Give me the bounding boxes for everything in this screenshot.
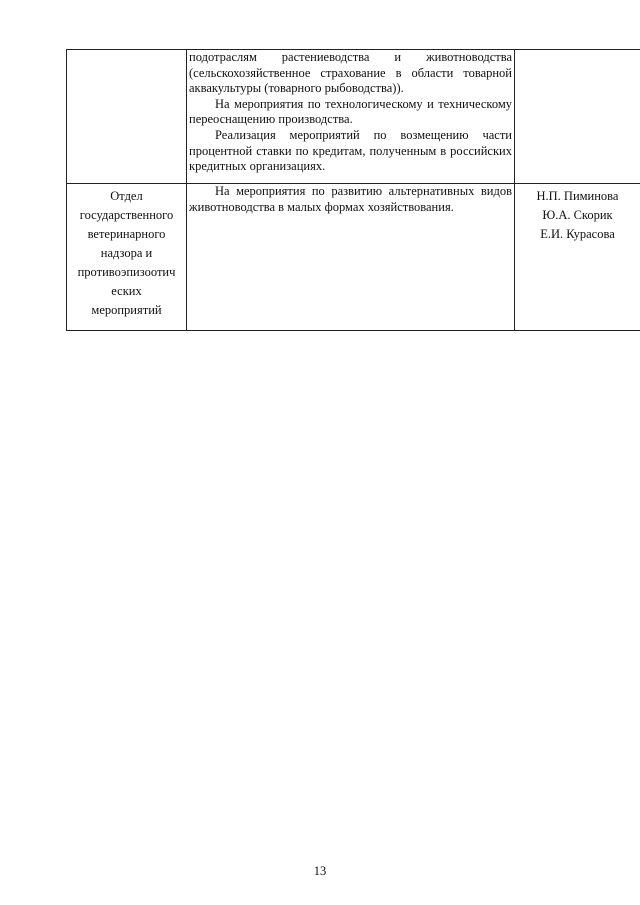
responsible-person: Е.И. Курасова — [540, 227, 615, 241]
department-cell — [67, 184, 187, 331]
page-number: 13 — [313, 864, 327, 878]
table-row — [67, 184, 640, 331]
measures-cell — [187, 184, 515, 331]
department-line: мероприятий — [91, 303, 162, 317]
measure-paragraph: Реализация мероприятий по возмещению части процентной ставки по кредитам, полученным в российских кредитных организациях. — [189, 127, 512, 174]
department-line: Отдел — [110, 189, 143, 203]
measure-paragraph: На мероприятия по развитию альтернативных видов животноводства в малых формах хозяйствования. — [189, 184, 512, 214]
department-line: еских — [111, 284, 142, 298]
responsible-person: Н.П. Пиминова — [536, 189, 619, 203]
measure-paragraph: На мероприятия по технологическому и техническому переоснащению производства. — [189, 96, 512, 127]
department-line: государственного — [79, 208, 174, 222]
responsible-cell — [515, 184, 640, 331]
table-row — [67, 50, 640, 184]
department-line: противоэпизоотич — [77, 265, 176, 279]
measures-cell — [187, 50, 515, 184]
responsible-cell — [515, 50, 640, 184]
department-line: ветеринарного — [87, 227, 166, 241]
responsible-person: Ю.А. Скорик — [542, 208, 613, 222]
department-line: надзора и — [100, 246, 153, 260]
measures-table — [66, 49, 640, 331]
department-cell — [67, 50, 187, 184]
measure-paragraph: подотраслям растениеводства и животноводства (сельскохозяйственное страхование в области товарной аквакультуры (товарного рыбоводства)). — [189, 50, 512, 96]
